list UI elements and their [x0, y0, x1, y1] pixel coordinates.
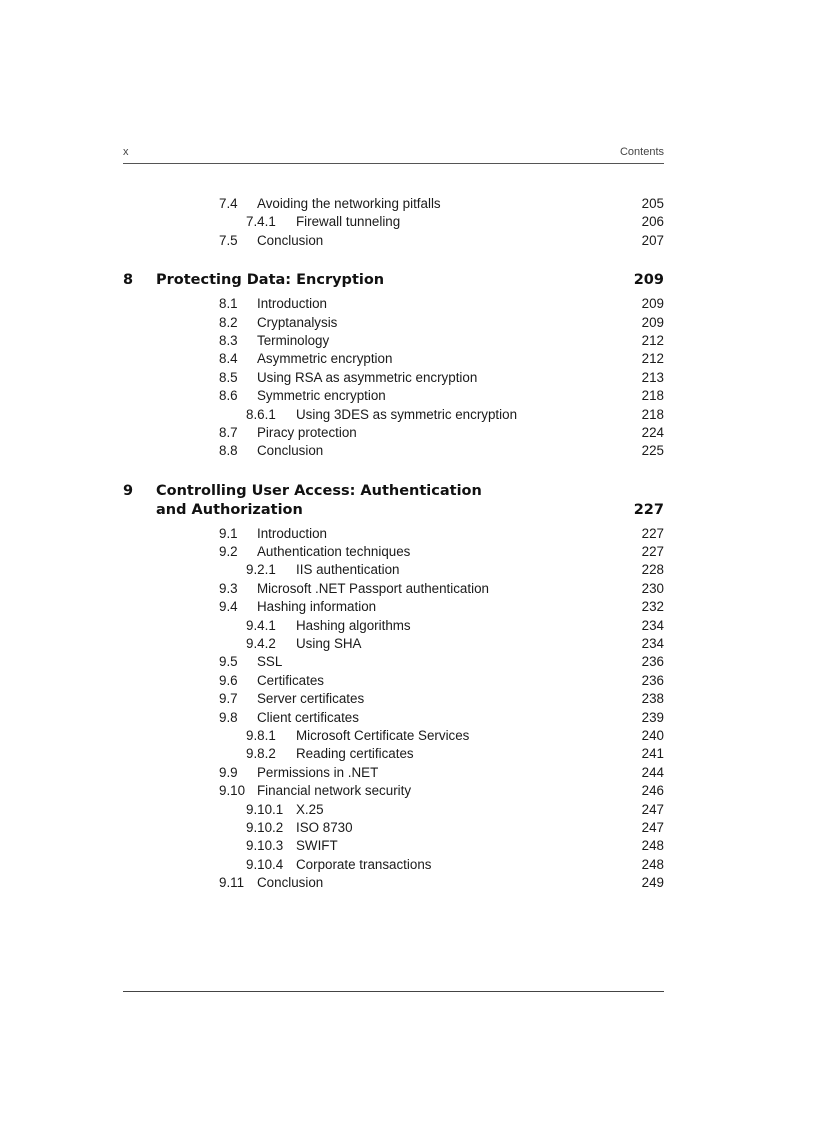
entry-page: 236 — [641, 672, 664, 688]
entry-number: 7.5 — [219, 232, 238, 248]
header-rule — [123, 163, 664, 164]
entry-page: 205 — [641, 196, 664, 211]
entry-title: Microsoft Certificate Services — [296, 727, 470, 743]
toc-entry-9-10-2[interactable] — [123, 819, 664, 837]
entry-page: 247 — [641, 801, 664, 817]
entry-page: 209 — [641, 314, 664, 330]
entry-title: IIS authentication — [296, 562, 400, 578]
toc-entry-7-4[interactable] — [123, 195, 664, 213]
entry-page: 239 — [641, 709, 664, 725]
entry-number: 9.6 — [219, 672, 238, 688]
entry-page: 213 — [641, 369, 664, 385]
entry-number: 9.3 — [219, 580, 238, 596]
entry-page: 207 — [641, 232, 664, 248]
entry-page: 244 — [641, 764, 664, 780]
entry-number: 9.1 — [219, 525, 238, 541]
entry-number: 8.6 — [219, 388, 238, 404]
entry-number: 9.9 — [219, 764, 238, 780]
entry-title: Symmetric encryption — [257, 388, 386, 404]
entry-page: 241 — [641, 746, 664, 762]
toc-entry-9-1[interactable] — [123, 525, 664, 543]
toc-entry-8-6-1[interactable] — [123, 406, 664, 424]
entry-page: 234 — [641, 617, 664, 633]
toc-entry-9-10[interactable] — [123, 782, 664, 800]
entry-title: Certificates — [257, 672, 324, 688]
entry-page: 225 — [641, 443, 664, 459]
toc-entry-9-7[interactable] — [123, 690, 664, 708]
entry-number: 9.11 — [219, 875, 245, 891]
entry-page: 234 — [641, 636, 664, 652]
entry-page: 240 — [641, 727, 664, 743]
toc-entry-9-3[interactable] — [123, 580, 664, 598]
entry-title: Using RSA as asymmetric encryption — [257, 369, 478, 385]
entry-number: 8.1 — [219, 296, 238, 312]
entry-title: Avoiding the networking pitfalls — [257, 196, 441, 211]
toc-entry-8-7[interactable] — [123, 424, 664, 442]
entry-number: 9.8.1 — [246, 727, 276, 743]
entry-title: Firewall tunneling — [296, 214, 401, 230]
entry-title: Conclusion — [257, 232, 324, 248]
entry-page: 212 — [641, 332, 664, 348]
toc-entry-9-8[interactable] — [123, 709, 664, 727]
entry-title: Using SHA — [296, 636, 362, 652]
toc-entry-9-10-1[interactable] — [123, 801, 664, 819]
entry-page: 230 — [641, 580, 664, 596]
entry-title: X.25 — [296, 801, 324, 817]
toc-entry-7-5[interactable] — [123, 232, 664, 250]
entry-title: SWIFT — [296, 838, 338, 854]
toc-entry-9-10-3[interactable] — [123, 837, 664, 855]
entry-number: 9.10 — [219, 783, 246, 799]
entry-page: 248 — [641, 856, 664, 872]
entry-page: 238 — [641, 691, 664, 707]
toc-entry-8-6[interactable] — [123, 387, 664, 405]
entry-title: Using 3DES as symmetric encryption — [296, 406, 518, 422]
entry-title: Client certificates — [257, 709, 359, 725]
entry-number: 9.4.2 — [246, 636, 276, 652]
entry-title: Conclusion — [257, 443, 324, 459]
toc-entry-8-5[interactable] — [123, 369, 664, 387]
entry-number: 9.8 — [219, 709, 238, 725]
toc-entry-9-2[interactable] — [123, 543, 664, 561]
entry-title: Terminology — [257, 332, 330, 348]
entry-title: ISO 8730 — [296, 819, 353, 835]
entry-number: 9.10.2 — [246, 819, 284, 835]
entry-number: 8.5 — [219, 369, 238, 385]
running-head — [123, 146, 664, 160]
entry-number: 9.5 — [219, 654, 238, 670]
chapter-page: 227 — [633, 501, 664, 518]
entry-page: 228 — [641, 562, 664, 578]
entry-title: Financial network security — [257, 783, 412, 799]
entry-title: Server certificates — [257, 691, 365, 707]
entry-number: 8.3 — [219, 332, 238, 348]
entry-title: SSL — [257, 654, 283, 670]
toc-entry-9-11[interactable] — [123, 874, 664, 892]
entry-page: 206 — [641, 214, 664, 230]
chapter-9-heading[interactable] — [123, 482, 664, 520]
chapter-number: 9 — [123, 482, 134, 499]
entry-page: 218 — [641, 406, 664, 422]
entry-number: 8.2 — [219, 314, 238, 330]
toc-entry-8-1[interactable] — [123, 295, 664, 313]
entry-title: Corporate transactions — [296, 856, 432, 872]
entry-title: Introduction — [257, 296, 327, 312]
entry-title: Asymmetric encryption — [257, 351, 393, 367]
entry-number: 9.10.3 — [246, 838, 284, 854]
entry-title: Permissions in .NET — [257, 764, 379, 780]
entry-number: 9.8.2 — [246, 746, 276, 762]
entry-number: 9.4 — [219, 599, 238, 615]
entry-number: 9.10.1 — [246, 801, 284, 817]
entry-page: 236 — [641, 654, 664, 670]
entry-number: 8.4 — [219, 351, 238, 367]
entry-page: 224 — [641, 424, 664, 440]
entry-title: Hashing algorithms — [296, 617, 411, 633]
toc-entry-9-8-2[interactable] — [123, 745, 664, 763]
page-folio: x — [123, 146, 129, 158]
entry-page: 218 — [641, 388, 664, 404]
toc-entry-9-8-1[interactable] — [123, 727, 664, 745]
entry-title: Microsoft .NET Passport authentication — [257, 580, 489, 596]
entry-number: 9.7 — [219, 691, 238, 707]
chapter-page: 209 — [633, 272, 664, 289]
toc-entry-9-9[interactable] — [123, 764, 664, 782]
entry-page: 227 — [641, 525, 664, 541]
toc-entry-8-3[interactable] — [123, 332, 664, 350]
chapter-8-entries — [123, 295, 664, 461]
toc-entry-9-2-1[interactable] — [123, 561, 664, 579]
entry-title: Hashing information — [257, 599, 377, 615]
entry-number: 8.8 — [219, 443, 238, 459]
toc-entry-8-8[interactable] — [123, 442, 664, 460]
entry-page: 209 — [641, 296, 664, 312]
chapter-title-line-1: Controlling User Access: Authentication — [156, 482, 482, 499]
entry-page: 227 — [641, 544, 664, 560]
chapter-number: 8 — [123, 272, 134, 289]
chapter-title-line-2: and Authorization — [156, 501, 303, 518]
entry-number: 9.4.1 — [246, 617, 276, 633]
entry-page: 246 — [641, 783, 664, 799]
entry-page: 248 — [641, 838, 664, 854]
entry-title: Authentication techniques — [257, 544, 411, 560]
entry-number: 9.10.4 — [246, 856, 284, 872]
chapter-title: Protecting Data: Encryption — [156, 272, 385, 289]
entry-title: Reading certificates — [296, 746, 414, 762]
entry-title: Cryptanalysis — [257, 314, 338, 330]
entry-page: 212 — [641, 351, 664, 367]
entry-number: 8.7 — [219, 424, 238, 440]
toc-entry-8-4[interactable] — [123, 350, 664, 368]
entry-page: 232 — [641, 599, 664, 615]
toc-entry-9-10-4[interactable] — [123, 856, 664, 874]
chapter-8-heading[interactable] — [123, 271, 664, 290]
footer-rule — [123, 991, 664, 992]
entry-number: 7.4 — [219, 196, 238, 211]
toc-entry-9-4-2[interactable] — [123, 635, 664, 653]
chapter-9-entries — [123, 525, 664, 893]
toc-entry-8-2[interactable] — [123, 314, 664, 332]
toc-entry-9-4-1[interactable] — [123, 617, 664, 635]
entry-page: 249 — [641, 875, 664, 891]
toc-entry-9-5[interactable] — [123, 653, 664, 671]
entry-number: 8.6.1 — [246, 406, 276, 422]
entry-number: 9.2.1 — [246, 562, 276, 578]
entry-number: 9.2 — [219, 544, 238, 560]
running-head-section: Contents — [619, 146, 664, 158]
toc-entry-9-6[interactable] — [123, 672, 664, 690]
entry-page: 247 — [641, 819, 664, 835]
toc-entry-7-4-1[interactable] — [123, 213, 664, 231]
chapter-7-entries — [123, 195, 664, 250]
toc-entry-9-4[interactable] — [123, 598, 664, 616]
entry-title: Introduction — [257, 525, 327, 541]
entry-title: Piracy protection — [257, 424, 357, 440]
table-of-contents — [123, 195, 664, 893]
entry-number: 7.4.1 — [246, 214, 276, 230]
entry-title: Conclusion — [257, 875, 324, 891]
